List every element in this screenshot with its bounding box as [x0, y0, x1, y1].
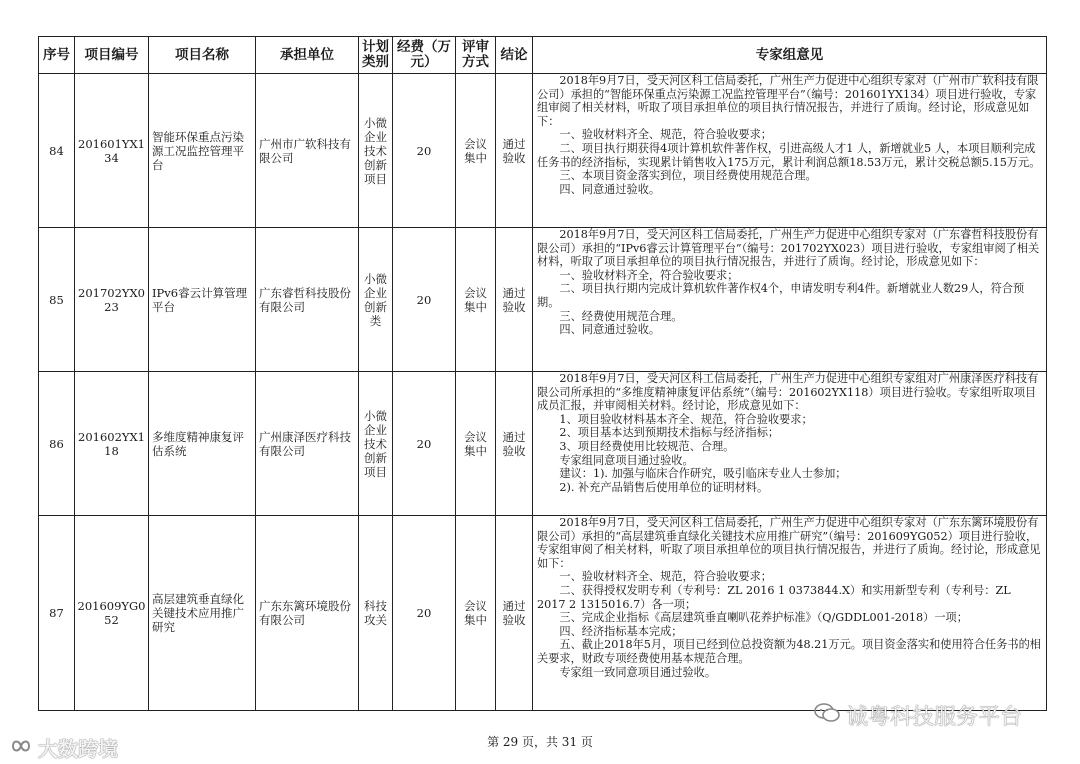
opinion-line: 五、截止2018年5月，项目已经到位总投资额为48.21万元。项目资金落实和使用符合任务书的相关要求，财政专项经费使用基本规范合理。	[537, 638, 1041, 665]
opinion-line: 三、完成企业指标《高层建筑垂直喇叭花养护标准》（Q/GDDL001-2018）一项；	[559, 611, 968, 625]
cell-seq: 86	[39, 372, 75, 516]
table-row	[39, 228, 1047, 372]
cell-project-code: 201609YG052	[75, 516, 149, 711]
opinion-line: 2018年9月7日，受天河区科工信局委托，广州生产力促进中心组织专家组对广州康泽医疗科技有限公司所承担的“多维度精神康复评估系统”（编号：201602YX118）项目进行验收。专家组听取项目成员汇报，并审阅相关材料。经讨论，形成意见如下：	[537, 372, 1039, 413]
opinion-line: 三、经费使用规范合理。	[559, 309, 683, 323]
opinion-line: 二、项目执行期内完成计算机软件著作权4个，申请发明专利4件。新增就业人数29人，符合预期。	[537, 282, 1025, 309]
cell-unit: 广州康泽医疗科技有限公司	[256, 372, 359, 516]
opinion-line: 专家组同意项目通过验收。	[559, 453, 694, 467]
header-opinion: 专家组意见	[533, 37, 1047, 74]
watermark-left	[8, 733, 118, 762]
header-unit: 承担单位	[256, 37, 359, 74]
opinion-line: 二、项目执行期获得4项计算机软件著作权，引进高级人才1 人，新增就业5 人，本项目顺利完成任务书的经济指标，实现累计销售收入175万元，累计利润总额18.53万元，累计交税总额5.15万元。	[537, 141, 1041, 169]
header-type: 计划类别	[359, 37, 393, 74]
cell-plan-type: 小微企业创新类	[359, 228, 393, 372]
opinion-line: 四、经济指标基本完成；	[559, 624, 683, 638]
opinion-line: 四、同意通过验收。	[559, 323, 661, 337]
header-seq: 序号	[39, 37, 75, 74]
opinion-line: 2018年9月7日，受天河区科工信局委托，广州生产力促进中心组织专家对（广州市广软科技有限公司）承担的“智能环保重点污染源工况监控管理平台”（编号：201601YX134）项目进行验收，专家组审阅了相关材料，听取了项目承担单位的项目执行情况报告，并进行了质询。经讨论，形成意见如下：	[537, 74, 1039, 128]
watermark-right-text: 诚粤科技服务平台	[846, 705, 1023, 730]
opinion-line: 三、本项目资金落实到位，项目经费使用规范合理。	[559, 169, 817, 183]
infinity-logo-icon	[8, 736, 34, 760]
cell-review-method: 会议集中	[456, 228, 496, 372]
table-row	[39, 372, 1047, 516]
page-number: 第 29 页，共 31 页	[487, 735, 593, 749]
table-header-row	[39, 37, 1047, 74]
header-code: 项目编号	[75, 37, 149, 74]
cell-project-name: 高层建筑垂直绿化关键技术应用推广研究	[149, 516, 256, 711]
cell-expert-opinion	[533, 74, 1047, 228]
opinion-line: 四、同意通过验收。	[559, 182, 661, 196]
cell-conclusion: 通过验收	[496, 372, 533, 516]
cell-fund: 20	[393, 74, 456, 228]
header-result: 结论	[496, 37, 533, 74]
acceptance-table	[38, 36, 1047, 711]
opinion-line: 2018年9月7日，受天河区科工信局委托，广州生产力促进中心组织专家对（广东睿哲科技股份有限公司）承担的“IPv6睿云计算管理平台”（编号：201702YX023）项目进行验收，专家组审阅了相关材料，听取了项目承担单位的项目执行情况报告，并进行了质询。经讨论，形成意见如下：	[537, 228, 1040, 269]
cell-review-method: 会议集中	[456, 516, 496, 711]
watermark-left-text: 大数跨境	[38, 737, 118, 761]
opinion-line: 3、项目经费使用比较规范、合理。	[559, 439, 735, 453]
cell-seq: 87	[39, 516, 75, 711]
cell-unit: 广东睿哲科技股份有限公司	[256, 228, 359, 372]
cell-project-code: 201601YX134	[75, 74, 149, 228]
cell-unit: 广州市广软科技有限公司	[256, 74, 359, 228]
cell-plan-type: 小微企业技术创新项目	[359, 74, 393, 228]
cell-review-method: 会议集中	[456, 74, 496, 228]
cell-conclusion: 通过验收	[496, 74, 533, 228]
cell-project-name: 多维度精神康复评估系统	[149, 372, 256, 516]
cell-fund: 20	[393, 228, 456, 372]
cell-fund: 20	[393, 372, 456, 516]
header-fund: 经费（万元）	[393, 37, 456, 74]
cell-expert-opinion	[533, 372, 1047, 516]
cell-expert-opinion	[533, 228, 1047, 372]
header-method: 评审方式	[456, 37, 496, 74]
opinion-line: 专家组一致同意项目通过验收。	[559, 665, 717, 679]
cell-plan-type: 小微企业技术创新项目	[359, 372, 393, 516]
table-body	[39, 74, 1047, 711]
table-row	[39, 74, 1047, 228]
cell-conclusion: 通过验收	[496, 228, 533, 372]
watermark-right	[814, 700, 1022, 731]
header-name: 项目名称	[149, 37, 256, 74]
cell-seq: 85	[39, 228, 75, 372]
cell-expert-opinion	[533, 516, 1047, 711]
wechat-icon	[814, 702, 840, 730]
opinion-line: 2、项目基本达到预期技术指标与经济指标；	[559, 426, 780, 440]
cell-fund: 20	[393, 516, 456, 711]
opinion-line: 二、获得授权发明专利（专利号：ZL 2016 1 0373844.X）和实用新型专利（专利号：ZL 2017 2 1315016.7）各一项；	[537, 583, 1011, 611]
cell-review-method: 会议集中	[456, 372, 496, 516]
cell-project-name: 智能环保重点污染源工况监控管理平台	[149, 74, 256, 228]
opinion-line: 建议：1). 加强与临床合作研究，吸引临床专业人士参加；	[559, 467, 847, 481]
cell-conclusion: 通过验收	[496, 516, 533, 711]
opinion-line: 一、验收材料齐全、规范，符合验收要求；	[559, 570, 772, 584]
opinion-line: 1、项目验收材料基本齐全、规范，符合验收要求；	[559, 412, 813, 426]
cell-plan-type: 科技攻关	[359, 516, 393, 711]
opinion-line: 2). 补充产品销售后使用单位的证明材料。	[559, 480, 769, 494]
cell-project-code: 201602YX118	[75, 372, 149, 516]
opinion-line: 2018年9月7日，受天河区科工信局委托，广州生产力促进中心组织专家对（广东东篱环境股份有限公司）承担的“高层建筑垂直绿化关键技术应用推广研究”（编号：201609YG052）项目进行验收，专家组审阅了相关材料，听取了项目承担单位的项目执行情况报告，并进行了质询。经讨论，形成意见如下：	[537, 516, 1041, 570]
opinion-line: 一、验收材料齐全，符合验收要求；	[559, 268, 739, 282]
table-row	[39, 516, 1047, 711]
cell-project-code: 201702YX023	[75, 228, 149, 372]
opinion-line: 一、验收材料齐全、规范，符合验收要求；	[559, 128, 772, 142]
cell-unit: 广东东篱环境股份有限公司	[256, 516, 359, 711]
cell-project-name: IPv6睿云计算管理平台	[149, 228, 256, 372]
cell-seq: 84	[39, 74, 75, 228]
